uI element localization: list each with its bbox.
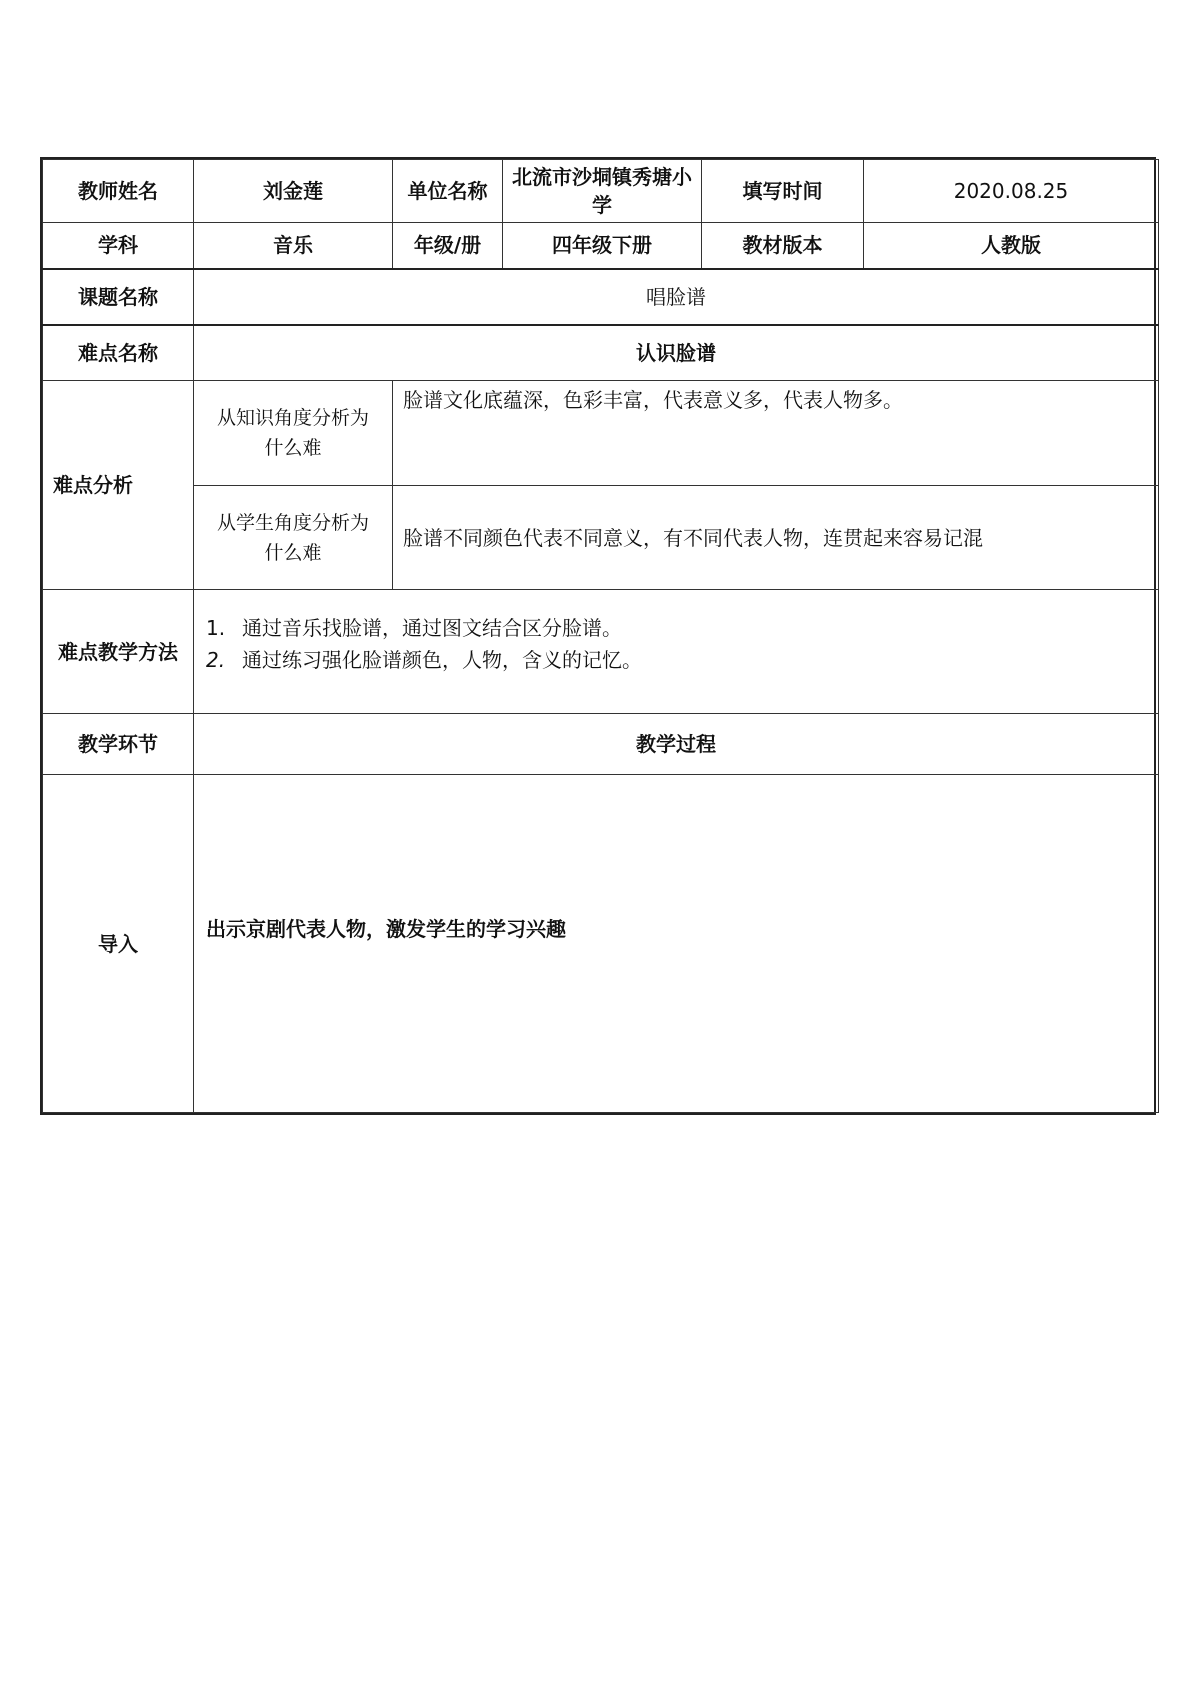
topic-label: 课题名称 <box>43 269 194 325</box>
methods-list <box>194 590 1159 714</box>
unit-name-label: 单位名称 <box>393 160 503 223</box>
edition-label: 教材版本 <box>702 223 864 269</box>
intro-stage-text: 出示京剧代表人物，激发学生的学习兴趣 <box>194 775 1159 1113</box>
analysis-label: 难点分析 <box>43 381 194 590</box>
student-angle-text: 脸谱不同颜色代表不同意义，有不同代表人物，连贯起来容易记混 <box>393 486 1159 590</box>
fill-date-label: 填写时间 <box>702 160 864 223</box>
intro-stage-label: 导入 <box>43 775 194 1113</box>
knowledge-angle-text: 脸谱文化底蕴深，色彩丰富，代表意义多，代表人物多。 <box>393 381 1159 486</box>
edition-value: 人教版 <box>864 223 1159 269</box>
unit-name-value: 北流市沙垌镇秀塘小学 <box>503 160 702 223</box>
teacher-name-value: 刘金莲 <box>194 160 393 223</box>
methods-label: 难点教学方法 <box>43 590 194 714</box>
grade-label: 年级/册 <box>393 223 503 269</box>
teaching-process-label: 教学过程 <box>194 714 1159 775</box>
method-item: 1. 通过音乐找脸谱，通过图文结合区分脸谱。 <box>206 616 622 640</box>
difficulty-value: 认识脸谱 <box>194 325 1159 381</box>
method-item: 2. 通过练习强化脸谱颜色，人物，含义的记忆。 <box>206 648 642 672</box>
fill-date-value: 2020.08.25 <box>864 160 1159 223</box>
subject-label: 学科 <box>43 223 194 269</box>
topic-value: 唱脸谱 <box>194 269 1159 325</box>
student-angle-label: 从学生角度分析为什么难 <box>194 486 393 590</box>
grade-value: 四年级下册 <box>503 223 702 269</box>
teacher-name-label: 教师姓名 <box>43 160 194 223</box>
difficulty-label: 难点名称 <box>43 325 194 381</box>
knowledge-angle-label: 从知识角度分析为什么难 <box>194 381 393 486</box>
lesson-plan-table <box>40 157 1156 1115</box>
subject-value: 音乐 <box>194 223 393 269</box>
teaching-stage-label: 教学环节 <box>43 714 194 775</box>
